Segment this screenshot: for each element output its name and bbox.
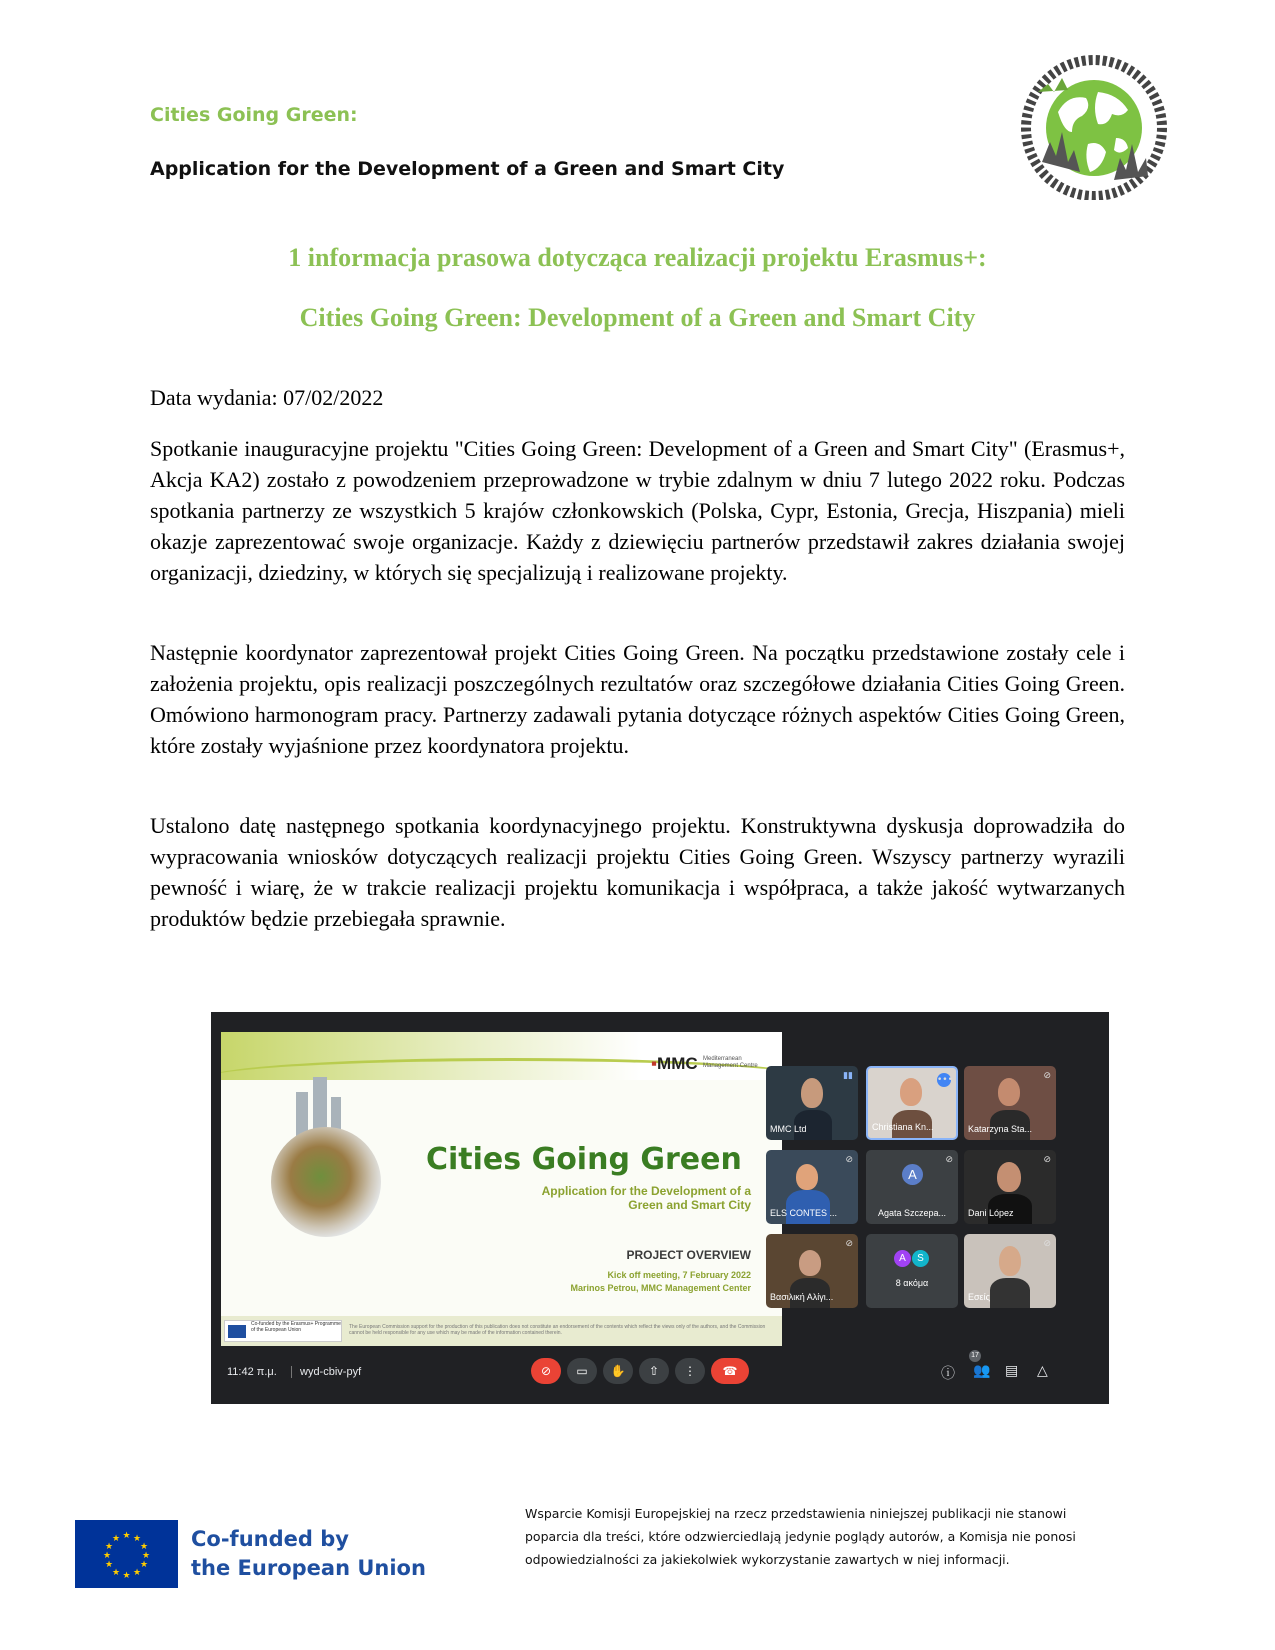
present-button[interactable]: ⇧ [639, 1358, 669, 1384]
svg-text:★: ★ [102, 1551, 112, 1561]
presentation-slide [221, 1032, 782, 1346]
meeting-screenshot [211, 1012, 1109, 1404]
cities-going-green-logo [1018, 52, 1170, 200]
press-title-line2: Cities Going Green: Development of a Green and Smart City [299, 303, 976, 332]
slide-footer-logo: Co-funded by the Erasmus+ Programme of the European Union [224, 1320, 342, 1342]
svg-text:★: ★ [141, 1551, 151, 1561]
slide-title: Cities Going Green [426, 1142, 742, 1177]
svg-text:★: ★ [139, 1542, 149, 1552]
activities-icon[interactable]: △ [1037, 1363, 1048, 1379]
info-icon[interactable]: ⓘ [941, 1366, 955, 1382]
muted-mic-icon: ⊘ [845, 1155, 853, 1165]
slide-org-logo: ▪MMC [651, 1054, 698, 1073]
participant-tile[interactable]: ⊘ ELS CONTES ... [766, 1150, 858, 1224]
participant-tile[interactable]: ••• Christiana Kn... [866, 1066, 958, 1140]
meeting-control-bar [211, 1348, 1109, 1404]
muted-mic-icon: ⊘ [1043, 1239, 1051, 1249]
svg-text:★: ★ [139, 1560, 149, 1570]
svg-text:★: ★ [132, 1568, 142, 1578]
participant-count-badge: 17 [969, 1350, 981, 1362]
participant-tile[interactable]: ⊘ Βασιλική Αλίγι... [766, 1234, 858, 1308]
camera-button[interactable]: ▭ [567, 1358, 597, 1384]
raise-hand-button[interactable]: ✋ [603, 1358, 633, 1384]
more-participants-tile[interactable]: A S 8 ακόμα [866, 1234, 958, 1308]
svg-text:★: ★ [104, 1560, 114, 1570]
mic-muted-button[interactable]: ⊘ [531, 1358, 561, 1384]
participant-avatar: A [902, 1164, 923, 1185]
slide-subtitle: Application for the Development of a Green and Smart City [541, 1184, 751, 1212]
chat-icon[interactable]: ▤ [1005, 1363, 1019, 1379]
paragraph-3: Ustalono datę następnego spotkania koordynacyjnego projektu. Konstruktywna dyskusja doprowadziła do wypracowania wniosków dotyczących realizacji projektu Cities Going Green. Wszyscy partnerzy wyrazili pewność i wiarę, że w trakcie realizacji projektu komunikacja i współpraca, a także jakość wytwarzanych produktów będzie przebiegała sprawnie. [150, 813, 1125, 931]
eu-flag-icon [75, 1520, 178, 1588]
slide-overview: PROJECT OVERVIEW [626, 1248, 751, 1262]
paragraph-1: Spotkanie inauguracyjne projektu "Cities Going Green: Development of a Green and Smart City" (Erasmus+, Akcja KA2) zostało z powodzeniem przeprowadzone w trybie zdalnym w dniu 7 lutego 2022 roku. Podczas spotkania partnerzy ze wszystkich 5 krajów członkowskich (Polska, Cypr, Estonia, Grecja, Hiszpania) mieli okazje zaprezentować swoje organizacje. Każdy z dziewięciu partnerów przedstawił zakres działania swojej organizacji, dziedziny, w których się specjalizują i realizowane projekty. [150, 436, 1125, 585]
participant-tile[interactable]: A ⊘ Agata Szczepa... [866, 1150, 958, 1224]
svg-text:★: ★ [132, 1534, 142, 1544]
svg-text:★: ★ [111, 1534, 121, 1544]
participant-tile[interactable]: ⊘ Εσείς [964, 1234, 1056, 1308]
header-subtitle: Application for the Development of a Green and Smart City [150, 158, 785, 180]
svg-text:★: ★ [122, 1531, 131, 1541]
header-brand: Cities Going Green: [150, 104, 358, 126]
svg-text:★: ★ [104, 1542, 114, 1552]
release-date: Data wydania: 07/02/2022 [150, 385, 384, 410]
people-icon[interactable]: 👥 [973, 1363, 991, 1379]
muted-mic-icon: ⊘ [1043, 1071, 1051, 1081]
more-options-icon[interactable]: ••• [937, 1075, 953, 1085]
speaking-icon: ▮▮ [843, 1071, 853, 1081]
slide-footer-text: The European Commission support for the production of this publication does not constitute an endorsement of the contents which reflect the views only of the authors, and the Commission cannot be held responsible for any use which may be made of the information contained therein. [349, 1324, 766, 1336]
participant-tile[interactable]: ▮▮ MMC Ltd [766, 1066, 858, 1140]
svg-text:★: ★ [122, 1571, 131, 1581]
muted-mic-icon: ⊘ [945, 1155, 953, 1165]
more-options-button[interactable]: ⋮ [675, 1358, 705, 1384]
eu-cofunded-text: Co-funded by the European Union [191, 1527, 426, 1580]
slide-org-subtitle: Mediterranean Management Centre [703, 1056, 758, 1069]
svg-text:★: ★ [111, 1568, 121, 1578]
muted-mic-icon: ⊘ [1043, 1155, 1051, 1165]
disclaimer-text: Wsparcie Komisji Europejskiej na rzecz przedstawienia niniejszej publikacji nie stanowi poparcia dla treści, które odzwierciedlają jedynie poglądy autorów, a Komisja nie ponosi odpowiedzialności za jakiekolwiek wykorzystanie zawartych w niej informacji. [525, 1506, 1076, 1567]
paragraph-2: Następnie koordynator zaprezentował projekt Cities Going Green. Na początku przedstawione zostały cele i założenia projektu, opis realizacji poszczególnych rezultatów oraz szczegółowe działania Cities Going Green. Omówiono harmonogram pracy. Partnerzy zadawali pytania dotyczące różnych aspektów Cities Going Green, które zostały wyjaśnione przez koordynatora projektu. [150, 640, 1125, 758]
participant-tile[interactable]: ⊘ Dani López [964, 1150, 1056, 1224]
leave-call-button[interactable]: ☎ [711, 1358, 749, 1384]
participant-tile[interactable]: ⊘ Katarzyna Sta... [964, 1066, 1056, 1140]
press-title-line1: 1 informacja prasowa dotycząca realizacji projektu Erasmus+: [288, 243, 987, 272]
tiny-planet-image [271, 1127, 381, 1237]
meeting-time: 11:42 π.μ. [227, 1366, 277, 1378]
slide-meeting-info: Kick off meeting, 7 February 2022 Marinos Petrou, MMC Management Center [570, 1270, 751, 1293]
meeting-code: wyd-cbiv-pyf [291, 1366, 361, 1378]
slide-footer [221, 1316, 782, 1346]
muted-mic-icon: ⊘ [845, 1239, 853, 1249]
